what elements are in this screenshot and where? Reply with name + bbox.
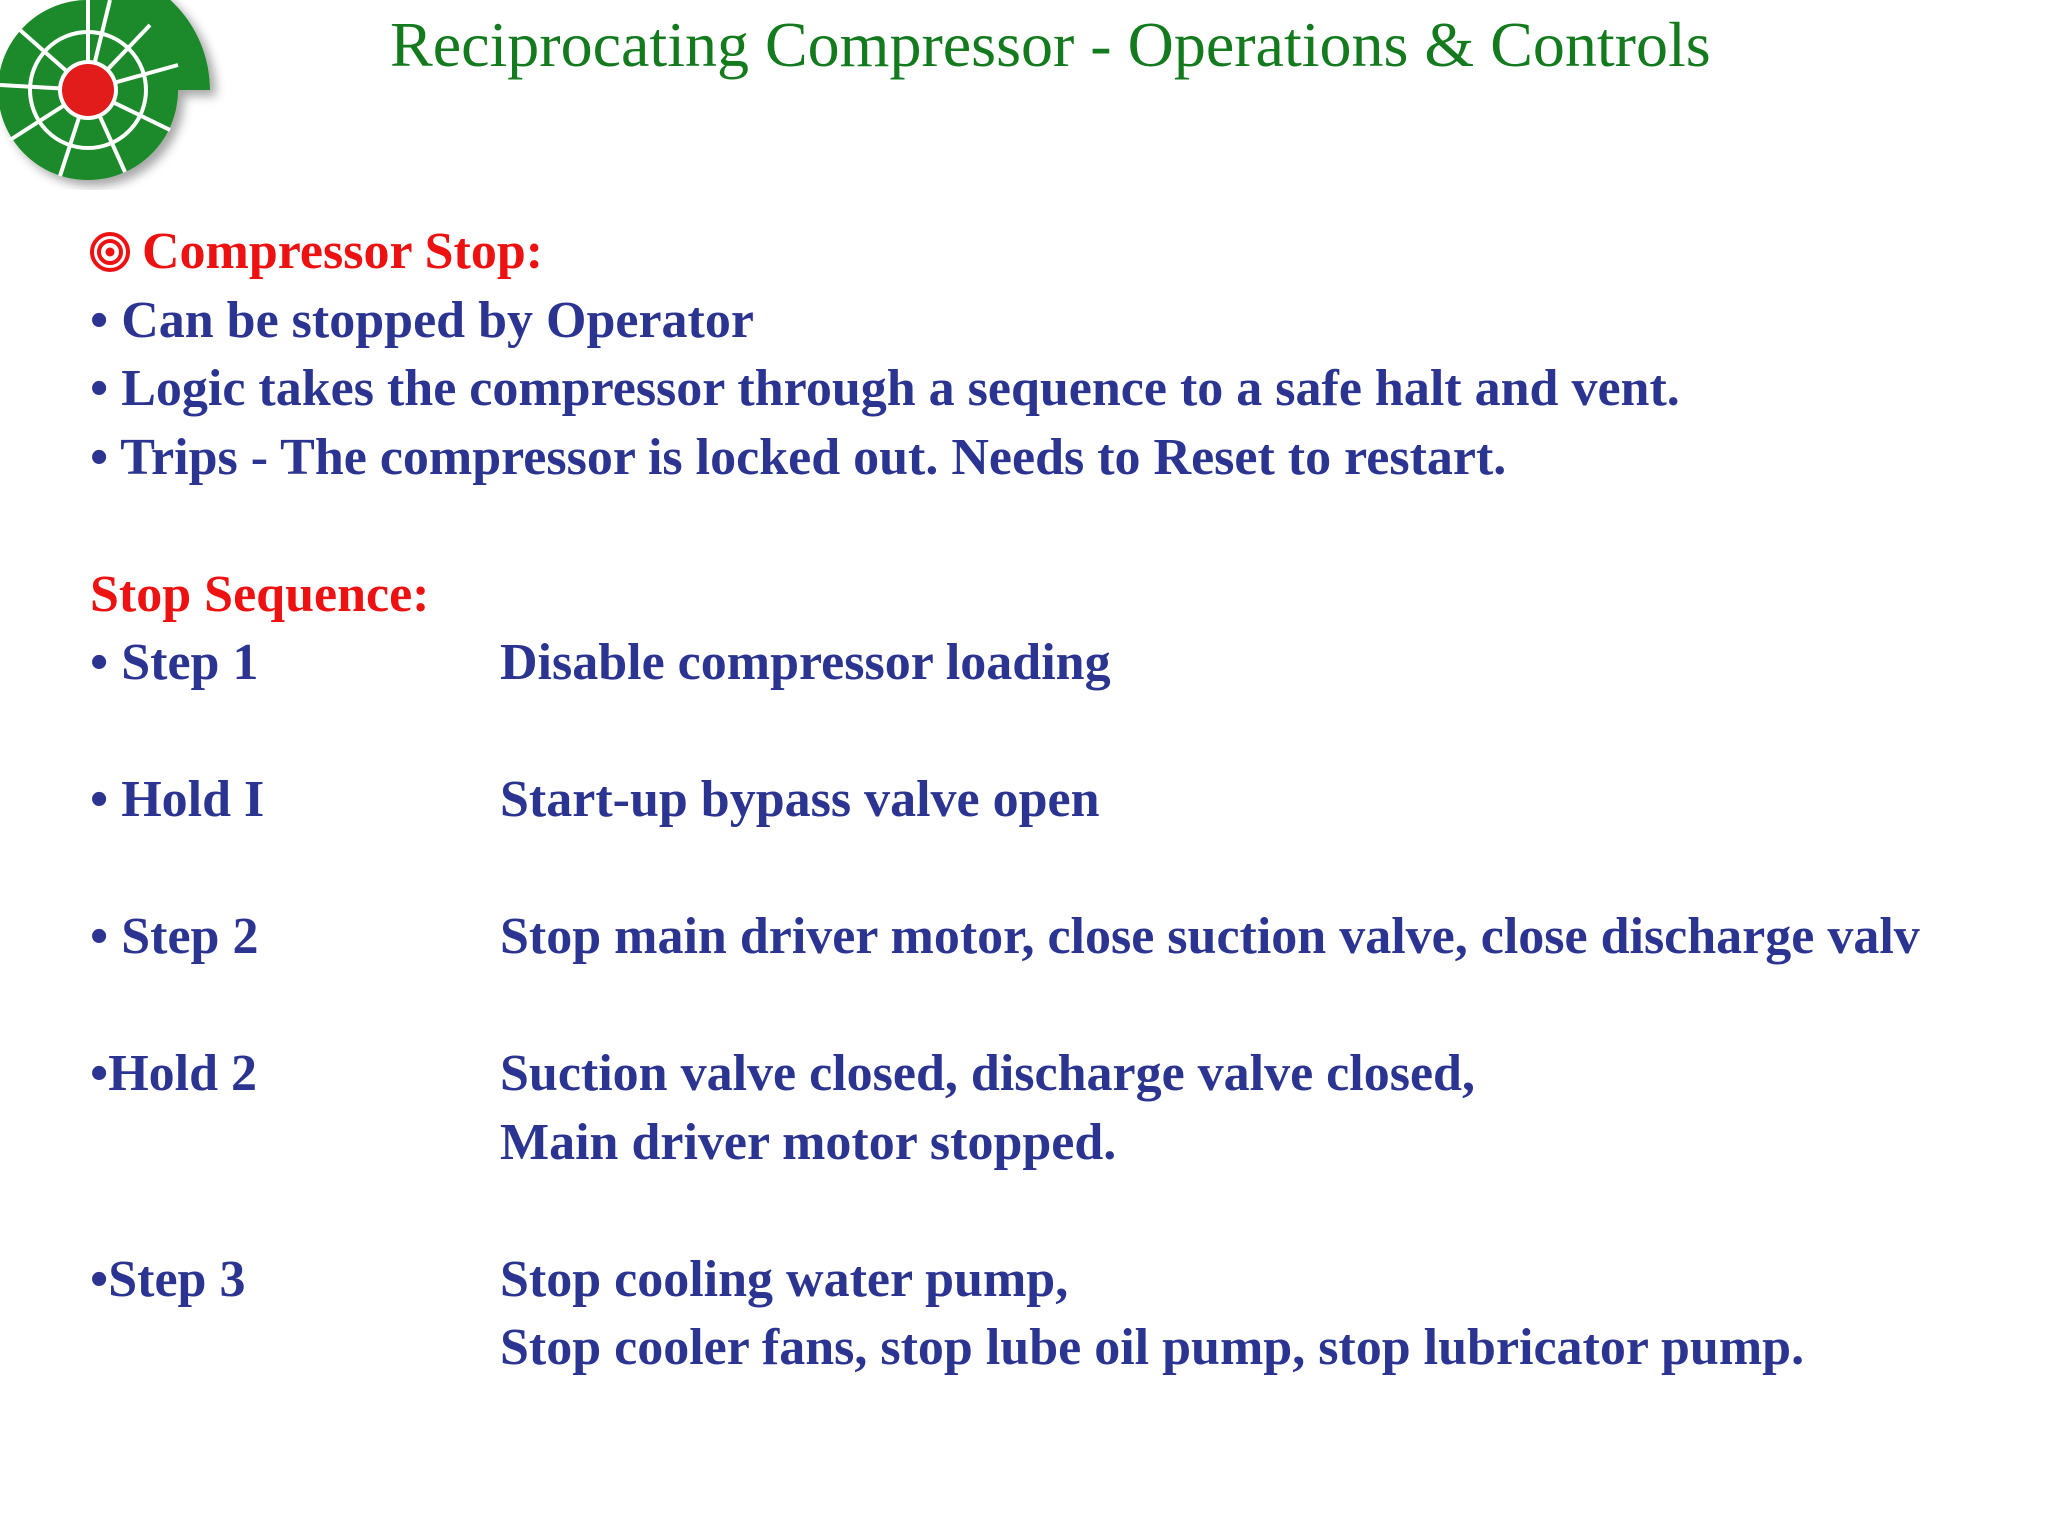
nautilus-logo-icon xyxy=(0,0,230,190)
section-heading-text: Compressor Stop: xyxy=(142,223,544,280)
sequence-row-hold-2 xyxy=(90,1040,2048,1109)
bullet-item: • Can be stopped by Operator xyxy=(90,291,754,349)
sequence-description: Stop cooling water pump, xyxy=(500,1250,1069,1308)
sequence-row-step-2 xyxy=(90,903,2048,972)
sequence-description: Start-up bypass valve open xyxy=(500,771,1100,828)
sequence-label: • Step 2 xyxy=(90,908,259,965)
slide-content xyxy=(90,218,2048,1383)
sequence-row-hold-1 xyxy=(90,766,2048,835)
sequence-row-step-3 xyxy=(90,1246,2048,1315)
target-bullet-icon xyxy=(90,232,130,272)
sequence-description: Stop cooler fans, stop lube oil pump, stop lubricator pump. xyxy=(500,1319,1805,1376)
sequence-label: •Step 3 xyxy=(90,1250,246,1308)
bullet-item: • Logic takes the compressor through a sequence to a safe halt and vent. xyxy=(90,360,1680,417)
sequence-row-step-1 xyxy=(90,629,2048,698)
bullet-item: • Trips - The compressor is locked out. Needs to Reset to restart. xyxy=(90,428,1507,486)
sequence-description: Stop main driver motor, close suction valve, close discharge valv xyxy=(500,908,1920,965)
sequence-label: • Step 1 xyxy=(90,634,259,691)
sequence-label: • Hold I xyxy=(90,771,265,828)
sequence-label: •Hold 2 xyxy=(90,1045,258,1102)
sequence-description: Main driver motor stopped. xyxy=(500,1113,1117,1171)
page-title: Reciprocating Compressor - Operations & Controls xyxy=(390,9,1711,80)
section-heading-compressor-stop xyxy=(90,218,2048,287)
sequence-row-hold-2-continued xyxy=(90,1109,2048,1178)
sequence-row-step-3-continued xyxy=(90,1314,2048,1383)
sequence-description: Disable compressor loading xyxy=(500,634,1111,691)
sequence-description: Suction valve closed, discharge valve closed, xyxy=(500,1045,1475,1102)
section-heading-stop-sequence: Stop Sequence: xyxy=(90,565,430,623)
